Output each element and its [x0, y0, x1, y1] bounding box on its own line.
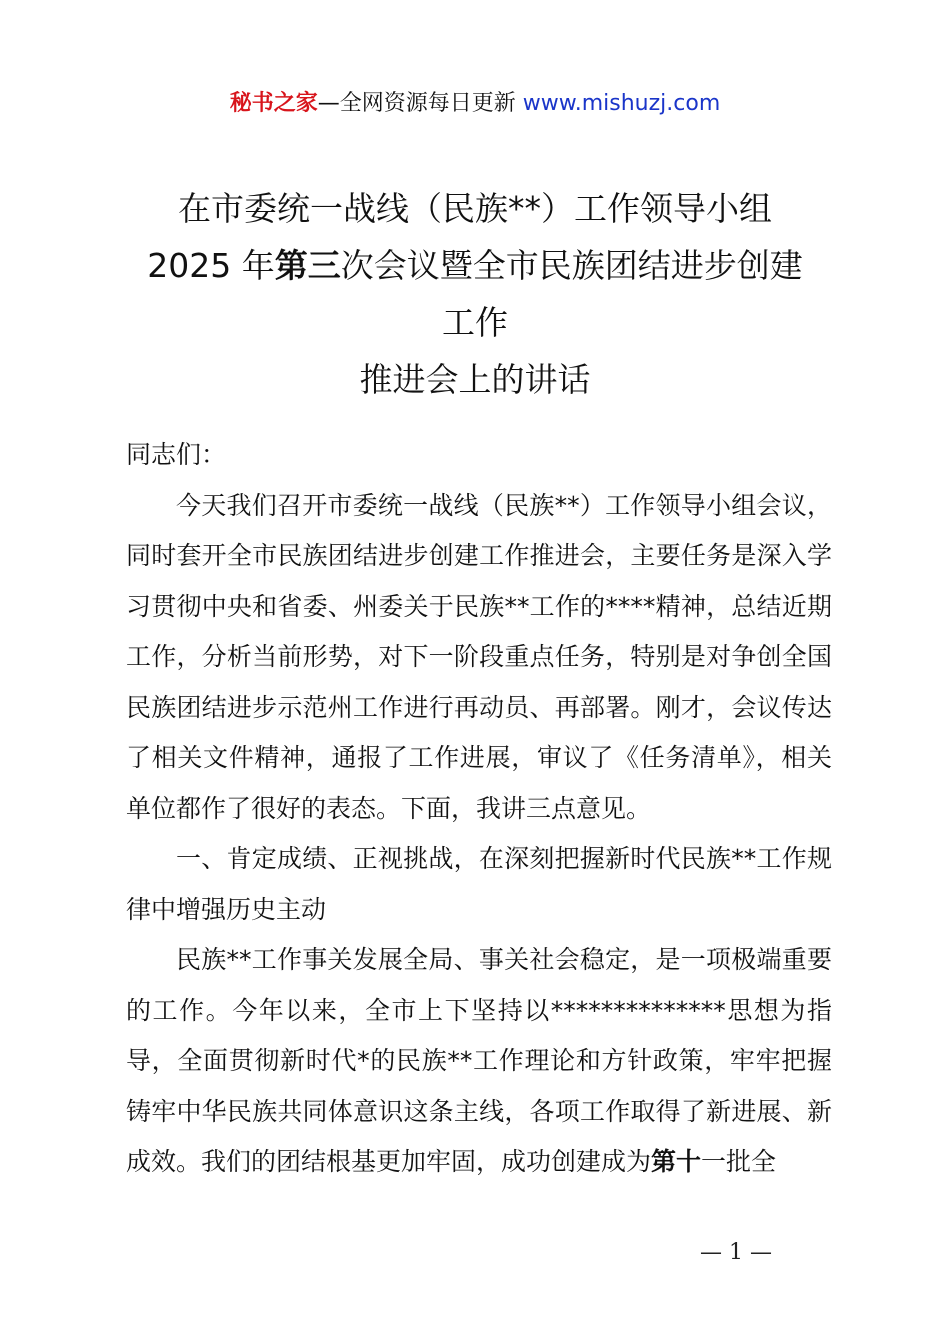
paragraph-achievements [126, 935, 832, 1188]
paragraph-achievements-tail: 一批全 [701, 1147, 777, 1176]
website-link[interactable]: www.mishuzj.com [522, 91, 721, 116]
title-ordinal: 第三 [274, 246, 341, 285]
salutation: 同志们： [126, 440, 227, 469]
page-number: — 1 — [700, 1240, 772, 1265]
title-line-2-rest: 次会议暨全市民族团结进步创建 [340, 246, 803, 285]
title-year: 2025 年 [147, 246, 275, 285]
paragraph-intro: 今天我们召开市委统一战线（民族**）工作领导小组会议，同时套开全市民族团结进步创建工作推进会，主要任务是深入学习贯彻中央和省委、州委关于民族**工作的****精神，总结近期工作，分析当前形势，对下一阶段重点任务，特别是对争创全国民族团结进步示范州工作进行再动员、再部署。刚才，会议传达了相关文件精神，通报了工作进展，审议了《任务清单》，相关单位都作了很好的表态。下面，我讲三点意见。 [126, 490, 832, 823]
title-line-4: 推进会上的讲话 [359, 360, 591, 399]
title-line-3: 工作 [442, 303, 508, 342]
watermark-header [0, 88, 950, 120]
document-body [126, 430, 832, 1188]
title-line-2 [0, 237, 950, 294]
title-line-1: 在市委统一战线（民族**）工作领导小组 [178, 189, 772, 228]
brand-name: 秘书之家 [229, 91, 318, 116]
header-tagline: —全网资源每日更新 [317, 91, 523, 116]
section-heading-1: 一、肯定成绩、正视挑战，在深刻把握新时代民族**工作规律中增强历史主动 [126, 844, 832, 924]
document-title [0, 180, 950, 408]
paragraph-achievements-bold: 第十 [651, 1147, 702, 1176]
paragraph-achievements-text: 民族**工作事关发展全局、事关社会稳定，是一项极端重要的工作。今年以来，全市上下坚持以**************思想为指导，全面贯彻新时代*的民族**工作理论和方针政策，牢牢把握铸牢中华民族共同体意识这条主线，各项工作取得了新进展、新成效。我们的团结根基更加牢固，成功创建成为 [126, 945, 832, 1176]
